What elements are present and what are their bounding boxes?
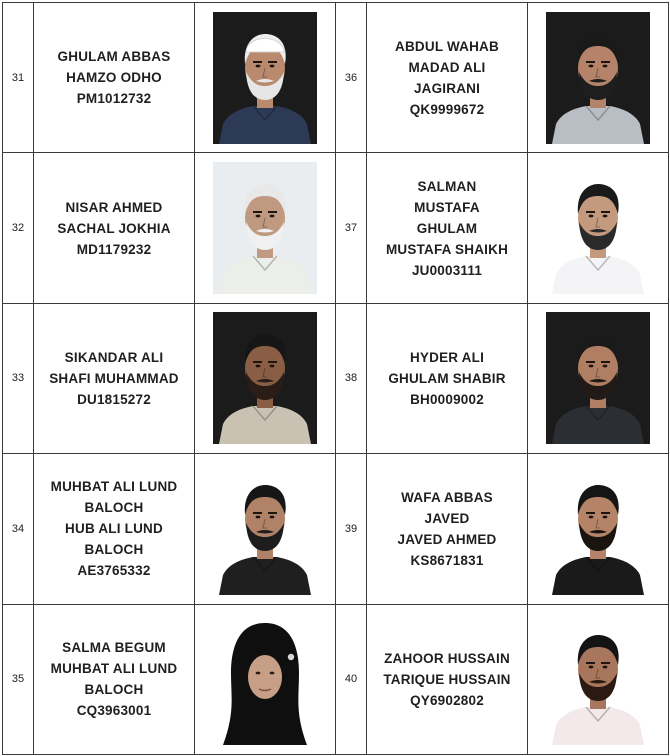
name-line: MUHBAT ALI LUND [50, 479, 178, 495]
name-line: MUSTAFA SHAIKH [385, 241, 509, 257]
photo-cell [195, 153, 336, 303]
photo-cell [528, 454, 669, 604]
passport-number: PM1012732 [76, 91, 152, 107]
name-line: WAFA ABBAS [401, 489, 493, 505]
passport-number: QY6902802 [410, 692, 484, 708]
serial-number: 38 [336, 303, 367, 453]
person-details [367, 303, 528, 453]
serial-number: 36 [336, 3, 367, 153]
name-line: JAGIRANI [413, 80, 481, 96]
name-line: SALMAN [417, 178, 477, 194]
person-details [34, 604, 195, 754]
name-line: GHULAM [416, 220, 478, 236]
person-details [367, 454, 528, 604]
serial-number: 32 [3, 153, 34, 303]
name-line: JAVED [424, 510, 470, 526]
name-line: MUSTAFA [414, 199, 480, 215]
table-row [3, 604, 669, 754]
passport-number: BH0009002 [410, 391, 484, 407]
table-row [3, 303, 669, 453]
name-line: ZAHOOR HUSSAIN [384, 650, 510, 666]
portrait-photo [546, 12, 650, 144]
name-line: JAVED AHMED [397, 531, 497, 547]
photo-cell [528, 604, 669, 754]
passport-number: JU0003111 [411, 262, 483, 278]
passport-number: QK9999672 [409, 101, 485, 117]
name-line: HYDER ALI [409, 349, 485, 365]
portrait-photo [546, 162, 650, 294]
portrait-photo [213, 312, 317, 444]
photo-cell [195, 3, 336, 153]
serial-number: 31 [3, 3, 34, 153]
person-details [34, 153, 195, 303]
name-line: BALOCH [84, 500, 144, 516]
table-row [3, 454, 669, 604]
serial-number: 39 [336, 454, 367, 604]
name-line: GHULAM ABBAS [57, 49, 171, 65]
passport-number: MD1179232 [76, 241, 152, 257]
portrait-photo [213, 12, 317, 144]
portrait-photo [213, 613, 317, 745]
passport-number: DU1815272 [77, 391, 151, 407]
name-line: HAMZO ODHO [66, 70, 162, 86]
serial-number: 35 [3, 604, 34, 754]
person-details [34, 454, 195, 604]
passenger-table [2, 2, 669, 755]
name-line: BALOCH [84, 542, 144, 558]
passport-number: AE3765332 [77, 563, 151, 579]
table-row [3, 153, 669, 303]
person-details [367, 3, 528, 153]
portrait-photo [546, 463, 650, 595]
portrait-photo [546, 613, 650, 745]
photo-cell [528, 153, 669, 303]
name-line: SACHAL JOKHIA [57, 220, 171, 236]
passport-number: CQ3963001 [76, 703, 152, 719]
person-details [367, 604, 528, 754]
name-line: MADAD ALI [408, 59, 486, 75]
photo-cell [528, 3, 669, 153]
name-line: TARIQUE HUSSAIN [383, 671, 511, 687]
serial-number: 40 [336, 604, 367, 754]
portrait-photo [546, 312, 650, 444]
person-details [34, 3, 195, 153]
name-line: SIKANDAR ALI [64, 349, 164, 365]
photo-cell [528, 303, 669, 453]
portrait-photo [213, 162, 317, 294]
passport-number: KS8671831 [410, 552, 484, 568]
photo-cell [195, 604, 336, 754]
table-row [3, 3, 669, 153]
serial-number: 34 [3, 454, 34, 604]
name-line: GHULAM SHABIR [388, 370, 506, 386]
name-line: HUB ALI LUND [65, 521, 163, 537]
serial-number: 37 [336, 153, 367, 303]
photo-cell [195, 454, 336, 604]
name-line: BALOCH [84, 682, 144, 698]
name-line: MUHBAT ALI LUND [50, 661, 178, 677]
name-line: SALMA BEGUM [62, 640, 166, 656]
person-details [34, 303, 195, 453]
photo-cell [195, 303, 336, 453]
serial-number: 33 [3, 303, 34, 453]
name-line: NISAR AHMED [65, 199, 163, 215]
name-line: SHAFI MUHAMMAD [49, 370, 179, 386]
name-line: ABDUL WAHAB [395, 38, 499, 54]
portrait-photo [213, 463, 317, 595]
person-details [367, 153, 528, 303]
